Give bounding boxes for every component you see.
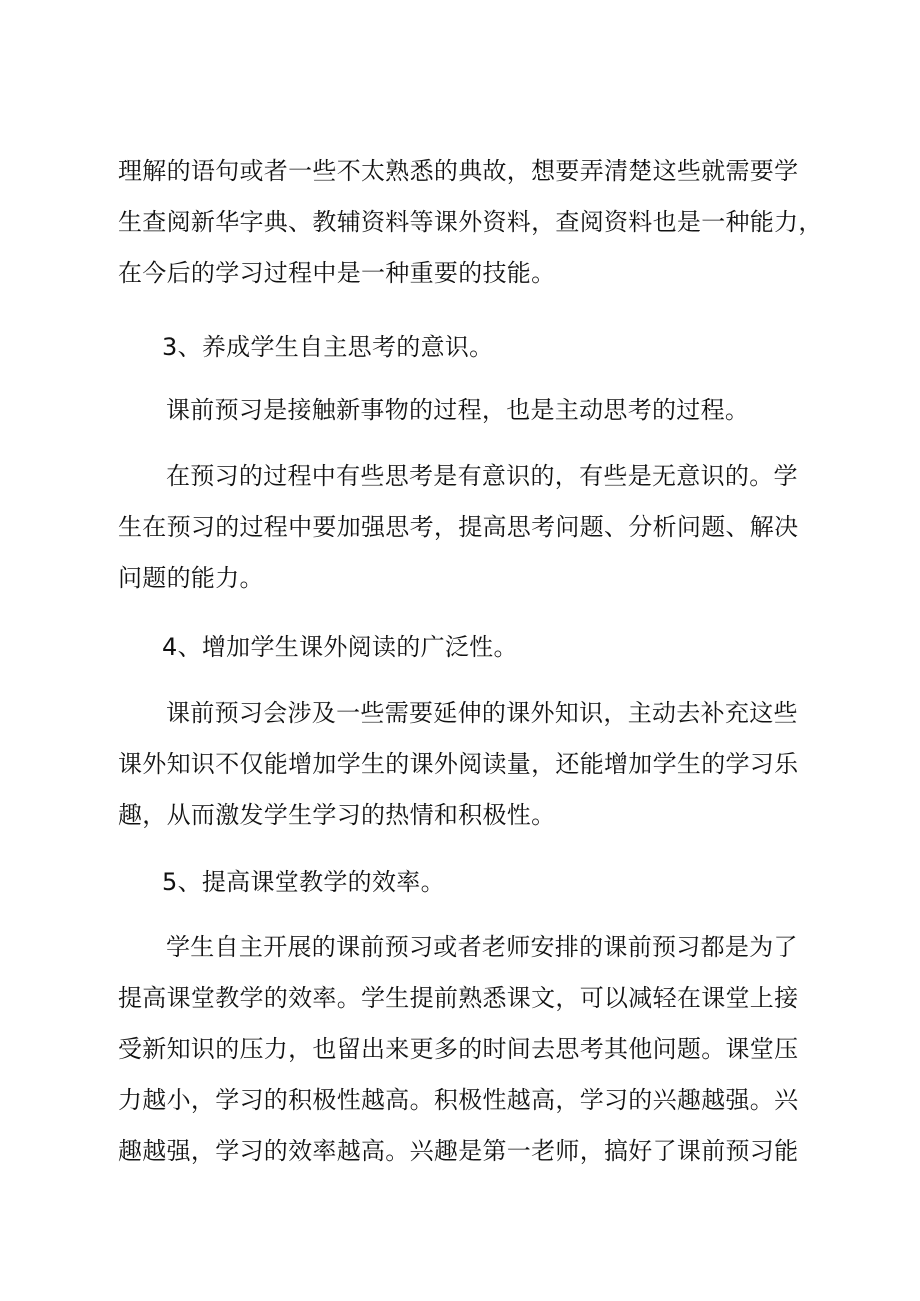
paragraph-continuation: [118, 146, 823, 299]
text-line: 趣越强，学习的效率越高。兴趣是第一老师，搞好了课前预习能: [118, 1137, 799, 1165]
text-line: 生查阅新华字典、教辅资料等课外资料，查阅资料也是一种能力，: [118, 208, 823, 236]
text-line: 受新知识的压力，也留出来更多的时间去思考其他问题。课堂压: [118, 1035, 799, 1063]
text-line: 学生自主开展的课前预习或者老师安排的课前预习都是为了: [166, 933, 798, 961]
text-line: 课前预习会涉及一些需要延伸的课外知识，主动去补充这些: [166, 699, 798, 727]
text-line: 课外知识不仅能增加学生的课外阅读量，还能增加学生的学习乐: [118, 750, 799, 778]
paragraph: [118, 688, 808, 841]
section-heading-4: [118, 622, 808, 673]
text-line: 在今后的学习过程中是一种重要的技能。: [118, 259, 556, 287]
text-line: 提高课堂教学的效率。学生提前熟悉课文，可以减轻在课堂上接: [118, 984, 799, 1012]
heading-text: 3、养成学生自主思考的意识。: [162, 333, 494, 361]
text-line: 在预习的过程中有些思考是有意识的，有些是无意识的。学: [166, 462, 798, 490]
section-heading-5: [118, 857, 808, 908]
heading-text: 4、增加学生课外阅读的广泛性。: [162, 633, 518, 661]
text-line: 理解的语句或者一些不太熟悉的典故，想要弄清楚这些就需要学: [118, 157, 799, 185]
section-heading-3: [118, 322, 808, 373]
text-line: 问题的能力。: [118, 564, 264, 592]
text-line: 力越小，学习的积极性越高。积极性越高，学习的兴趣越强。兴: [118, 1086, 799, 1114]
text-line: 趣，从而激发学生学习的热情和积极性。: [118, 801, 556, 829]
heading-text: 5、提高课堂教学的效率。: [162, 868, 445, 896]
paragraph: [118, 451, 808, 604]
text-line: 课前预习是接触新事物的过程，也是主动思考的过程。: [166, 396, 750, 424]
paragraph: [118, 922, 808, 1177]
paragraph: [118, 385, 808, 436]
text-line: 生在预习的过程中要加强思考，提高思考问题、分析问题、解决: [118, 513, 799, 541]
